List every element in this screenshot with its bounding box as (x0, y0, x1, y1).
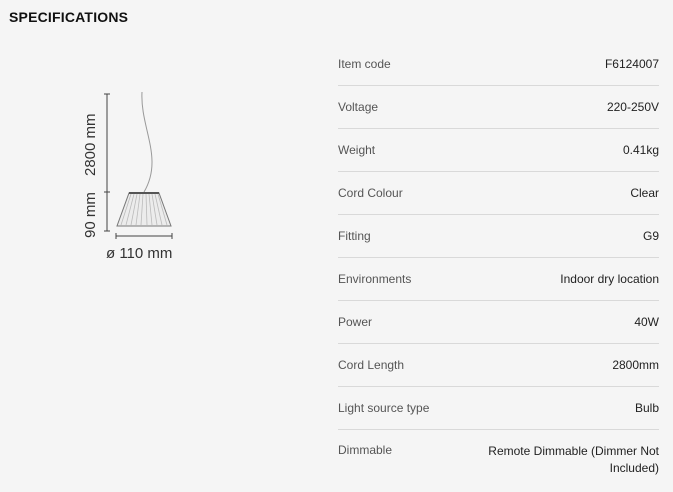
spec-label: Light source type (338, 401, 430, 415)
spec-value: F6124007 (604, 56, 659, 71)
spec-label: Item code (338, 57, 391, 71)
specifications-table (338, 43, 659, 483)
page-title: SPECIFICATIONS (9, 9, 129, 25)
spec-value: 220-250V (606, 99, 659, 114)
spec-label: Environments (338, 272, 412, 286)
spec-row-cord-colour (338, 172, 659, 215)
spec-row-dimmable (338, 430, 659, 483)
product-dimension-drawing (80, 88, 200, 268)
spec-label: Fitting (338, 229, 371, 243)
spec-value: Remote Dimmable (Dimmer Not Included) (488, 444, 659, 475)
spec-label: Cord Colour (338, 186, 403, 200)
diameter-label: ø 110 mm (106, 245, 173, 262)
spec-value: Indoor dry location (560, 271, 659, 286)
spec-row-item-code (338, 43, 659, 86)
spec-value: Clear (630, 185, 659, 200)
spec-value: Bulb (634, 400, 659, 415)
spec-row-voltage (338, 86, 659, 129)
cord-height-label: 2800 mm (82, 113, 99, 176)
spec-value: 0.41kg (622, 142, 659, 157)
spec-value: G9 (642, 228, 659, 243)
spec-row-power (338, 301, 659, 344)
spec-value: 40W (634, 314, 659, 329)
spec-row-cord-length (338, 344, 659, 387)
spec-label: Dimmable (338, 443, 393, 457)
spec-row-fitting (338, 215, 659, 258)
spec-row-light-source-type (338, 387, 659, 430)
spec-label: Power (338, 315, 373, 329)
spec-label: Voltage (338, 100, 379, 114)
spec-value: 2800mm (612, 357, 659, 372)
shade-height-label: 90 mm (82, 192, 99, 238)
spec-row-weight (338, 129, 659, 172)
spec-label: Weight (338, 143, 376, 157)
spec-label: Cord Length (338, 358, 405, 372)
spec-row-environments (338, 258, 659, 301)
